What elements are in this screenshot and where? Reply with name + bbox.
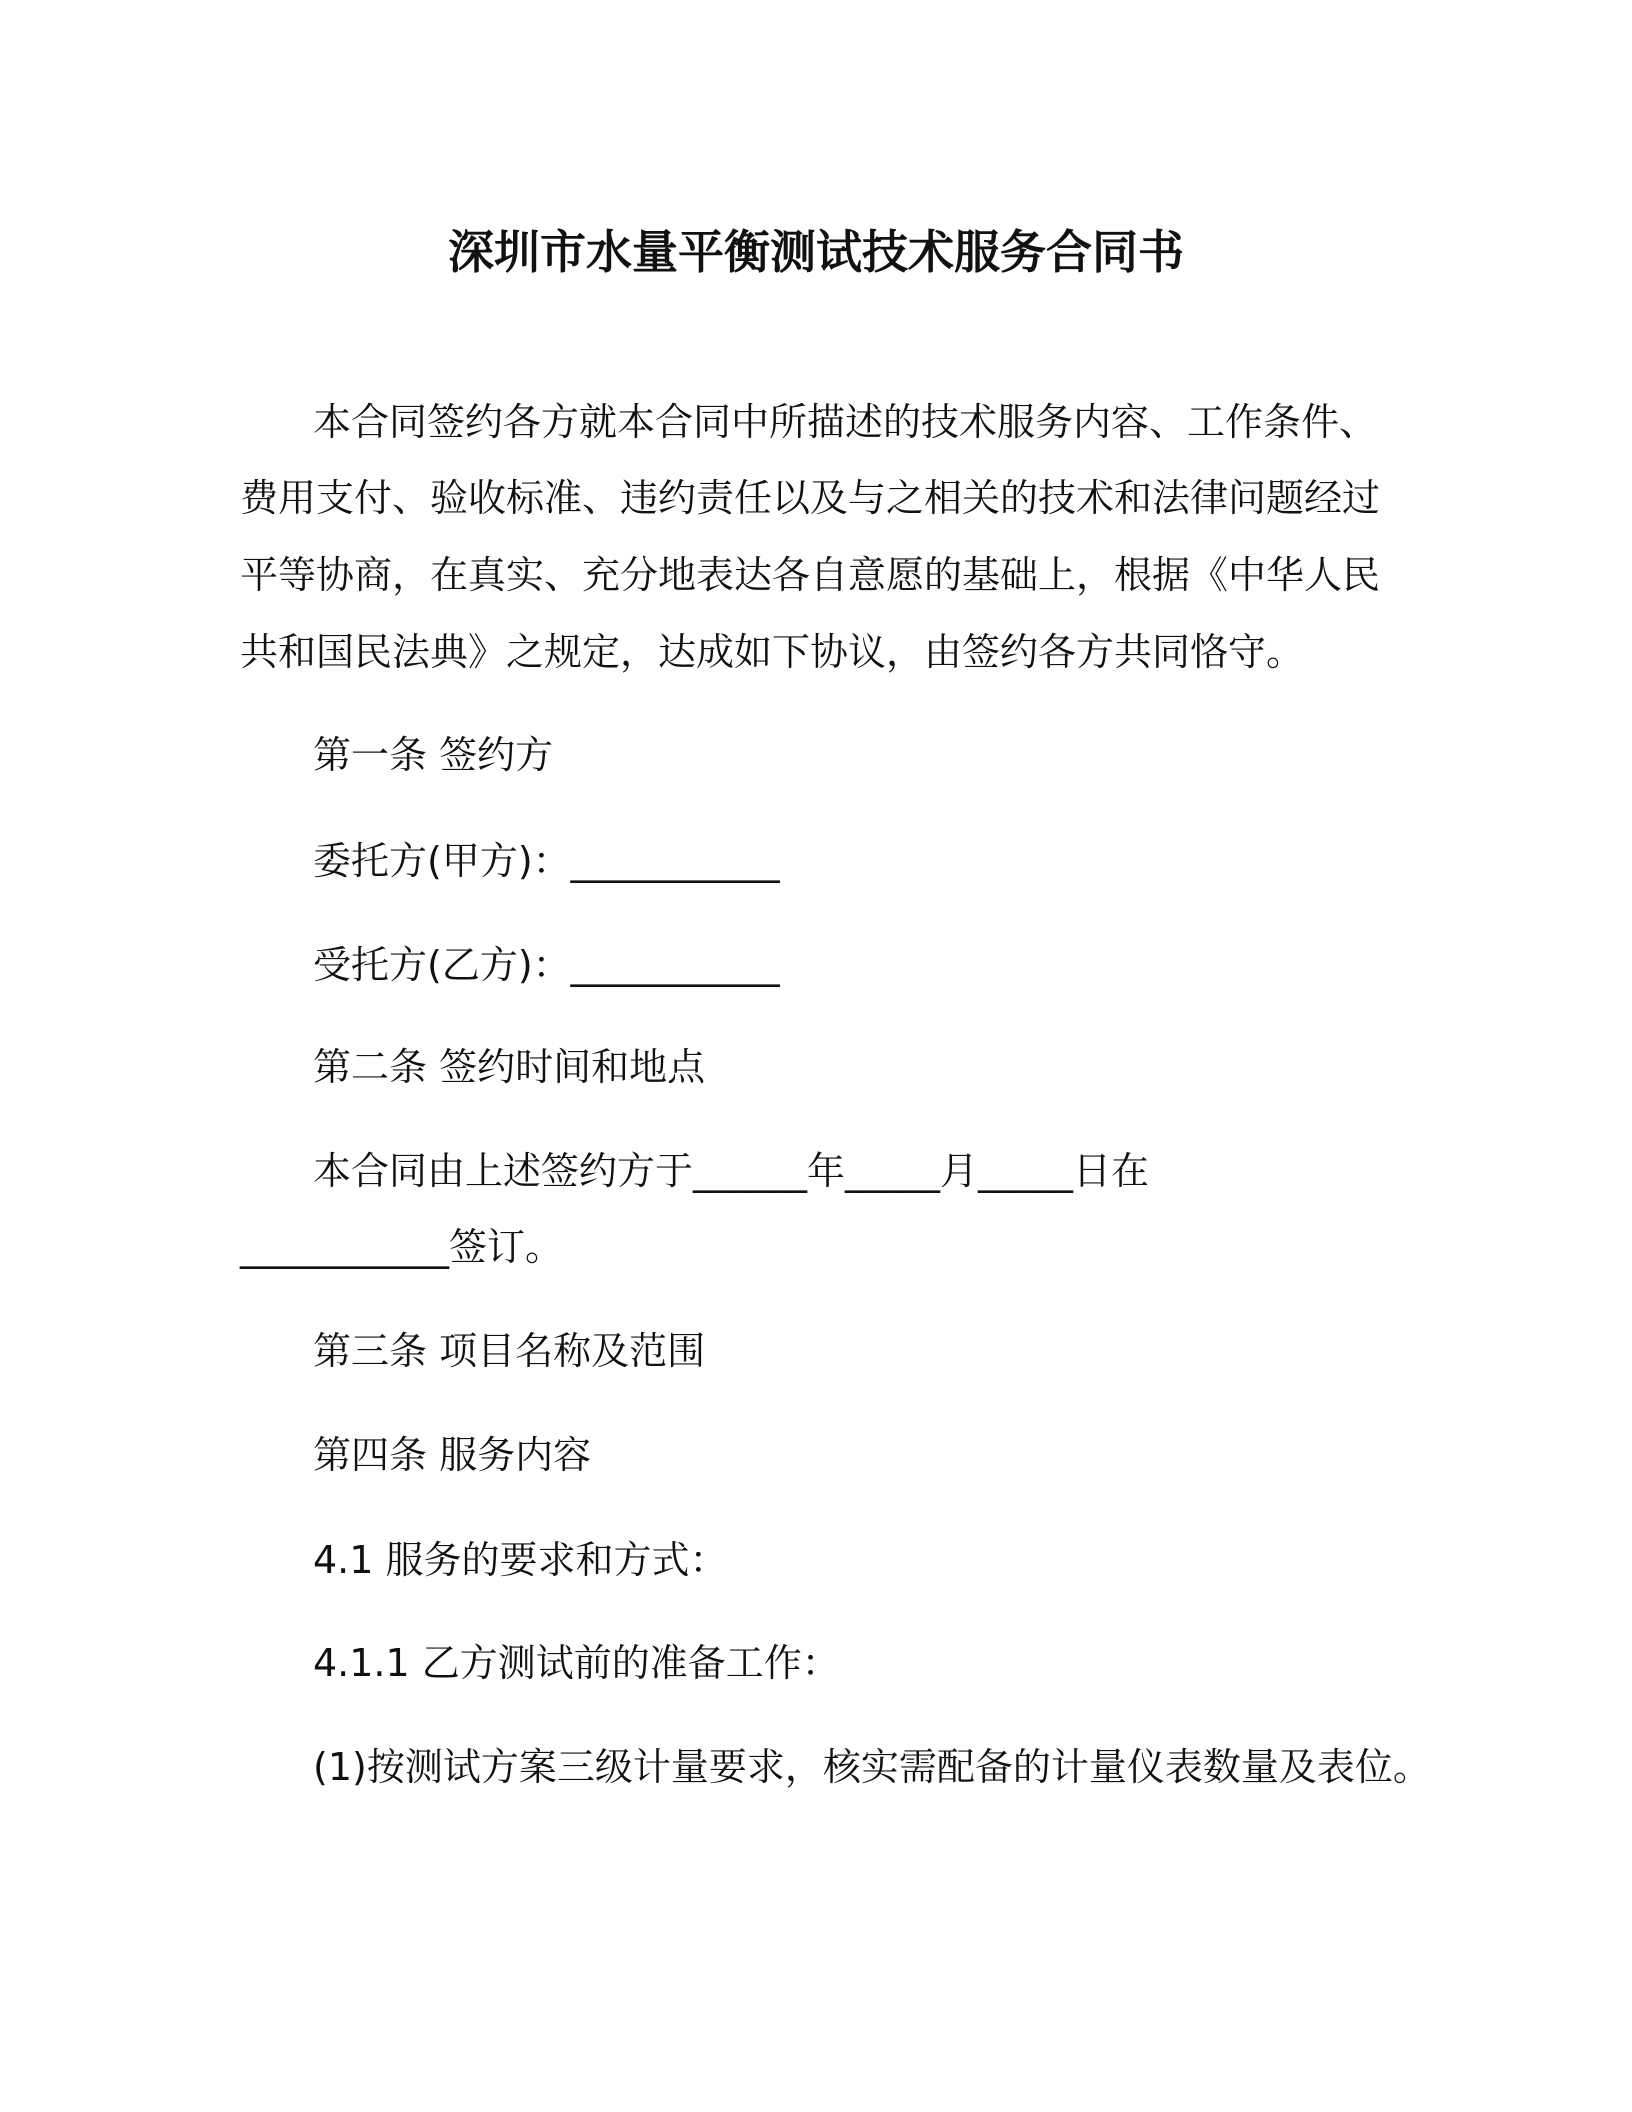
party-b-line: 受托方(乙方)：___________ [313, 943, 780, 987]
document-title: 深圳市水量平衡测试技术服务合同书 [448, 225, 1184, 279]
section-4-1: 4.1 服务的要求和方式： [313, 1538, 728, 1582]
intro-line-4: 共和国民法典》之规定，达成如下协议，由签约各方共同恪守。 [240, 630, 1305, 674]
sign-date-line: 本合同由上述签约方于______年_____月_____日在 [313, 1149, 1150, 1193]
item-1: (1)按测试方案三级计量要求，核实需配备的计量仪表数量及表位。 [313, 1745, 1431, 1789]
article-3-heading: 第三条 项目名称及范围 [313, 1329, 706, 1373]
article-4-heading: 第四条 服务内容 [313, 1433, 592, 1477]
intro-line-1: 本合同签约各方就本合同中所描述的技术服务内容、工作条件、 [313, 400, 1378, 444]
article-1-heading: 第一条 签约方 [313, 733, 554, 777]
sign-place-line: ___________签订。 [240, 1225, 564, 1269]
section-4-1-1: 4.1.1 乙方测试前的准备工作： [313, 1641, 840, 1685]
intro-line-3: 平等协商，在真实、充分地表达各自意愿的基础上，根据《中华人民 [240, 553, 1381, 597]
intro-line-2: 费用支付、验收标准、违约责任以及与之相关的技术和法律问题经过 [240, 476, 1381, 520]
article-2-heading: 第二条 签约时间和地点 [313, 1045, 706, 1089]
party-a-line: 委托方(甲方)：___________ [313, 839, 780, 883]
